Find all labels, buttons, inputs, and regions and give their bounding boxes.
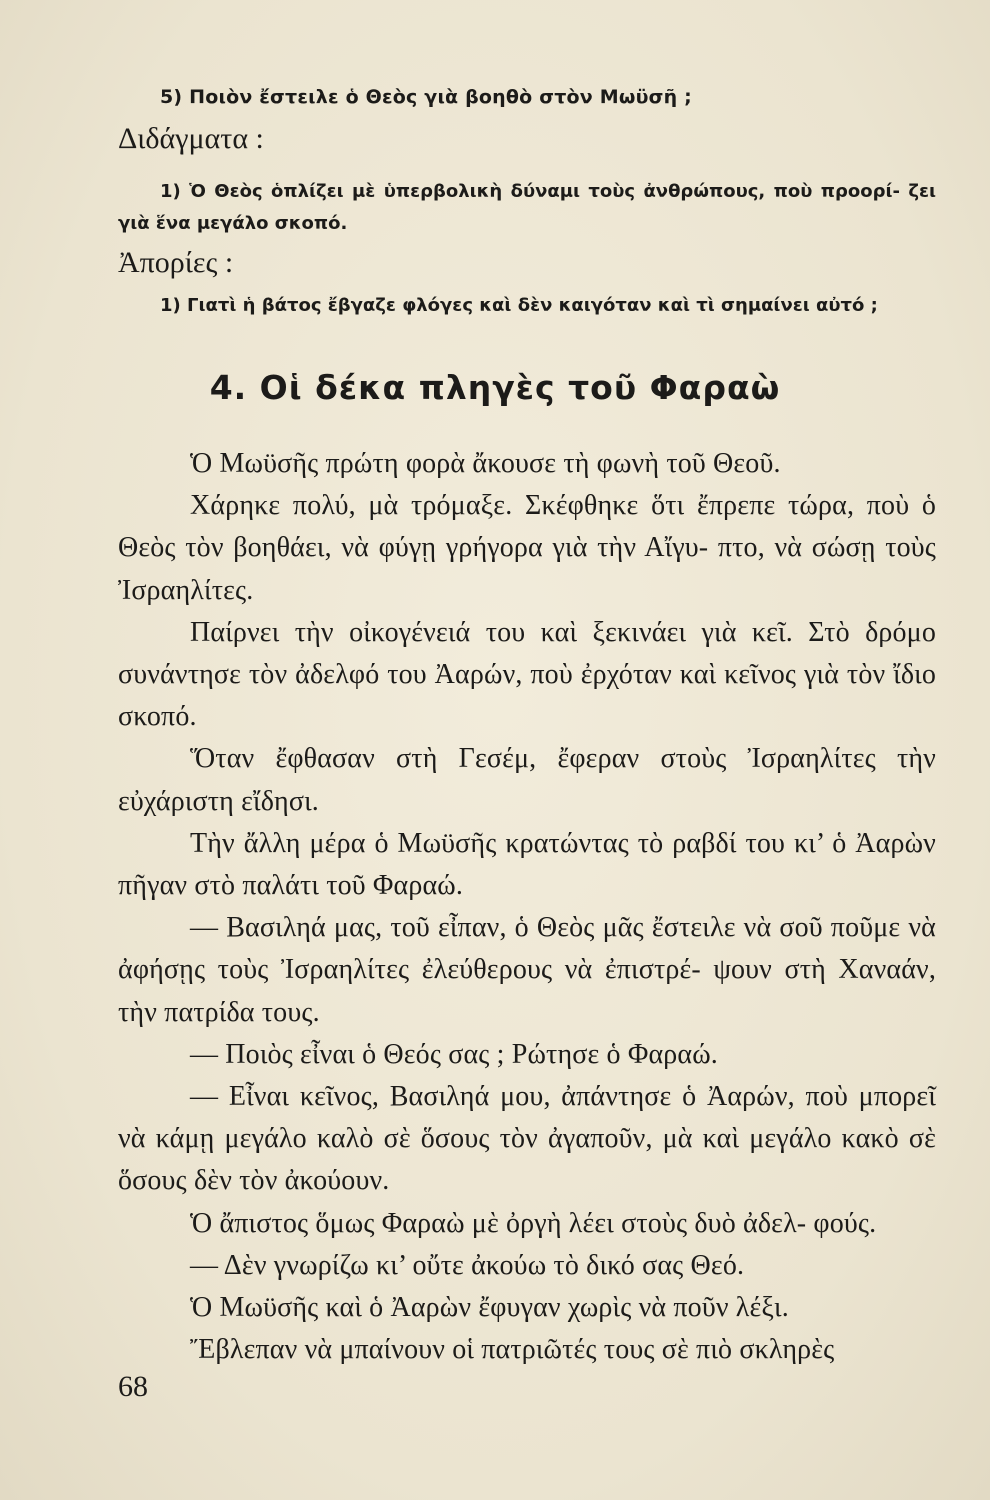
paragraph: Ὅταν ἔφθασαν στὴ Γεσέμ, ἔφεραν στοὺς Ἰσραηλίτες τὴν εὐχάριστη εἴδησι. bbox=[118, 743, 936, 817]
paragraph: Παίρνει τὴν οἰκογένειά του καὶ ξεκινάει γιὰ κεῖ. Στὸ δρόμο συνάντησε τὸν ἀδελφό του Ἀαρών, ποὺ ἐρχόταν καὶ κεῖνος γιὰ τὸν ἴδιο σκοπό. bbox=[118, 616, 936, 733]
questions-heading: Ἀπορίες : bbox=[118, 246, 234, 279]
paragraph: Ὁ Μωϋσῆς καὶ ὁ Ἀαρὼν ἔφυγαν χωρὶς νὰ ποῦν λέξι. bbox=[190, 1292, 789, 1324]
paragraph: — Εἶναι κεῖνος, Βασιληά μου, ἀπάντησε ὁ Ἀαρών, ποὺ μπορεῖ νὰ κάμῃ μεγάλο καλὸ σὲ ὅσους τὸν ἀγαποῦν, μὰ καὶ μεγάλο κακὸ σὲ ὅσους δὲν τὸν ἀκούουν. bbox=[118, 1081, 936, 1197]
chapter-body bbox=[118, 443, 936, 1371]
paragraph: Ὁ ἄπιστος ὅμως Φαραὼ μὲ ὀργὴ λέει στοὺς δυὸ ἀδελ- φούς. bbox=[190, 1207, 877, 1239]
discussion-question-1: 1) Γιατὶ ἡ βάτος ἔβγαζε φλόγες καὶ δὲν καιγόταν καὶ τὶ σημαίνει αὐτό ; bbox=[160, 295, 878, 316]
paragraph: Ἔβλεπαν νὰ μπαίνουν οἱ πατριῶτές τους σὲ πιὸ σκληρὲς bbox=[190, 1334, 835, 1366]
paragraph: Ὁ Μωϋσῆς πρώτη φορὰ ἄκουσε τὴ φωνὴ τοῦ Θεοῦ. bbox=[190, 448, 781, 479]
chapter-title: 4. Οἱ δέκα πληγὲς τοῦ Φαραὼ bbox=[209, 368, 781, 407]
lessons-heading: Διδάγματα : bbox=[118, 122, 264, 155]
paragraph: — Δὲν γνωρίζω κι’ οὔτε ἀκούω τὸ δικό σας Θεό. bbox=[190, 1249, 745, 1281]
lesson-1 bbox=[118, 176, 936, 240]
review-question-5: 5) Ποιὸν ἔστειλε ὁ Θεὸς γιὰ βοηθὸ στὸν Μωϋσῆ ; bbox=[160, 86, 692, 108]
page-number: 68 bbox=[118, 1370, 148, 1403]
paragraph: Χάρηκε πολύ, μὰ τρόμαξε. Σκέφθηκε ὅτι ἔπρεπε τώρα, ποὺ ὁ Θεὸς τὸν βοηθάει, νὰ φύγῃ γρήγορα γιὰ τὴν Αἴγυ- πτο, νὰ σώσῃ τοὺς Ἰσραηλίτες. bbox=[118, 490, 936, 606]
lesson-1-text: 1) Ὁ Θεὸς ὁπλίζει μὲ ὑπερβολικὴ δύναμι τοὺς ἀνθρώπους, ποὺ προορί- ζει γιὰ ἕνα μεγάλο σκοπό. bbox=[118, 181, 936, 234]
paragraph: Τὴν ἄλλη μέρα ὁ Μωϋσῆς κρατώντας τὸ ραβδί του κι’ ὁ Ἀαρὼν πῆγαν στὸ παλάτι τοῦ Φαραώ. bbox=[118, 827, 936, 902]
paragraph: — Ποιὸς εἶναι ὁ Θεός σας ; Ρώτησε ὁ Φαραώ. bbox=[190, 1038, 718, 1070]
paragraph: — Βασιληά μας, τοῦ εἶπαν, ὁ Θεὸς μᾶς ἔστειλε νὰ σοῦ ποῦμε νὰ ἀφήσῃς τοὺς Ἰσραηλίτες ἐλεύθερους νὰ ἐπιστρέ- ψουν στὴ Χαναάν, τὴν πατρίδα τους. bbox=[118, 912, 936, 1028]
